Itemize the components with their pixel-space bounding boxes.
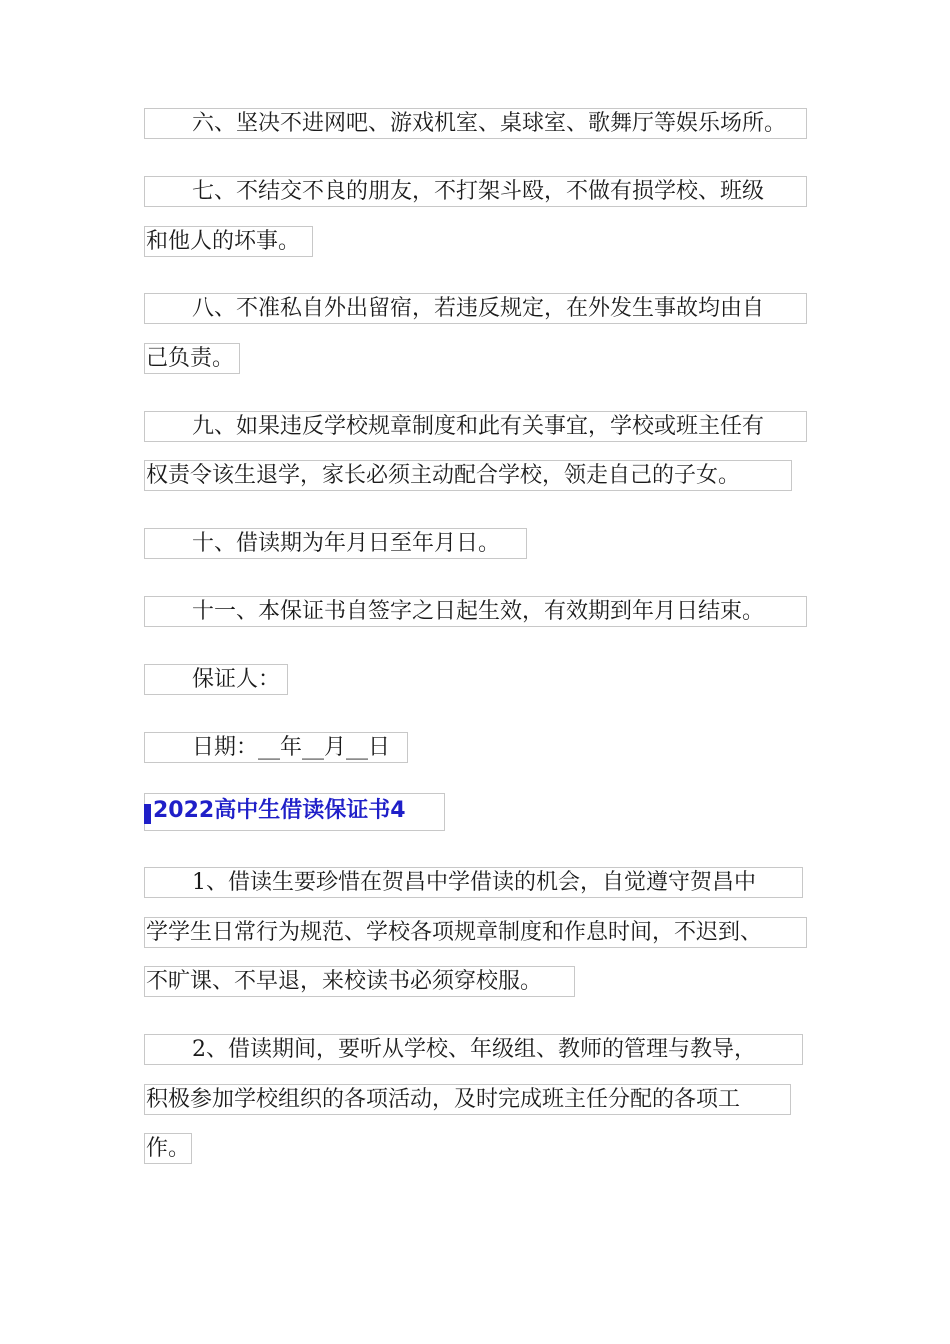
paragraph-line: 九、如果违反学校规章制度和此有关事宜，学校或班主任有: [144, 411, 807, 442]
signature-label: 保证人：: [144, 664, 288, 695]
heading-marker: [144, 804, 151, 824]
paragraph-line: 和他人的坏事。: [144, 226, 313, 257]
paragraph-line: 1、借读生要珍惜在贺昌中学借读的机会，自觉遵守贺昌中: [144, 867, 803, 898]
paragraph-line: 2、借读期间，要听从学校、年级组、教师的管理与教导，: [144, 1034, 803, 1065]
paragraph-line: 十、借读期为年月日至年月日。: [144, 528, 527, 559]
paragraph-line: 作。: [144, 1133, 192, 1164]
paragraph-line: 不旷课、不早退，来校读书必须穿校服。: [144, 966, 575, 997]
paragraph-line: 己负责。: [144, 343, 240, 374]
paragraph-line: 权责令该生退学，家长必须主动配合学校，领走自己的子女。: [144, 460, 792, 491]
paragraph-line: 十一、本保证书自签字之日起生效，有效期到年月日结束。: [144, 596, 807, 627]
date-line: 日期：__年__月__日: [144, 732, 408, 763]
paragraph-line: 七、不结交不良的朋友，不打架斗殴，不做有损学校、班级: [144, 176, 807, 207]
paragraph-line: 八、不准私自外出留宿，若违反规定，在外发生事故均由自: [144, 293, 807, 324]
section-heading: [144, 793, 445, 831]
paragraph-line: 六、坚决不进网吧、游戏机室、桌球室、歌舞厅等娱乐场所。: [144, 108, 807, 139]
paragraph-line: 积极参加学校组织的各项活动，及时完成班主任分配的各项工: [144, 1084, 791, 1115]
section-heading-text: 2022高中生借读保证书4: [153, 798, 406, 823]
paragraph-line: 学学生日常行为规范、学校各项规章制度和作息时间，不迟到、: [144, 917, 807, 948]
